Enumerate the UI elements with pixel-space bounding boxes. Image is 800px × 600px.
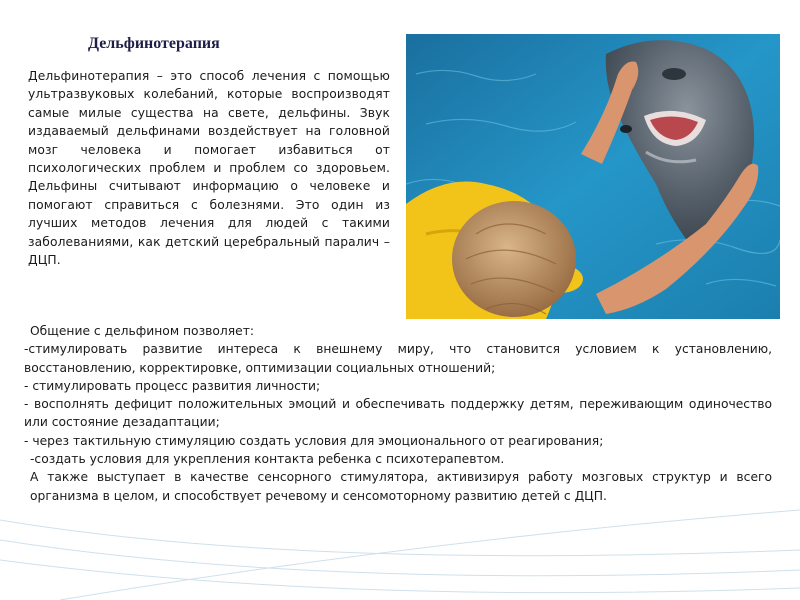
list-item: -создать условия для укрепления контакта ребенка с психотерапевтом.: [30, 452, 505, 467]
dolphin-therapy-photo: [406, 34, 780, 319]
list-closing: А также выступает в качестве сенсорного стимулятора, активизируя работу мозговых структур и всего организма в целом, и способствует речевому и сенсомоторному развитию детей с ДЦП.: [30, 470, 772, 503]
child-head: [452, 201, 576, 317]
list-item: - через тактильную стимуляцию создать условия для эмоционального от реагирования;: [24, 433, 604, 448]
list-item: - восполнять дефицит положительных эмоций и обеспечивать поддержку детям, переживающим одиночество или состояние дезадаптации;: [24, 397, 772, 430]
decorative-lines: [0, 480, 800, 600]
list-lead: Общение с дельфином позволяет:: [30, 324, 255, 338]
benefits-list: [24, 322, 772, 505]
slide-title: Дельфинотерапия: [88, 35, 220, 52]
list-item: -стимулировать развитие интереса к внешнему миру, что становится условием к установлению, восстановлению, корректировке, оптимизации социальных отношений;: [24, 342, 772, 375]
list-item: - стимулировать процесс развития личности;: [24, 378, 321, 393]
intro-paragraph: Дельфинотерапия – это способ лечения с помощью ультразвуковых колебаний, которые воспроизводят самые милые существа на свете, дельфины. Звук издаваемый дельфинами воздействует на головной мозг человека и помогает избавиться от психологических проблем и проблем со здоровьем. Дельфины считывают информацию о человеке и помогают справиться с болезнями. Это один из лучших методов лечения для людей с такими заболеваниями, как детский церебральный паралич – ДЦП.: [28, 69, 390, 268]
